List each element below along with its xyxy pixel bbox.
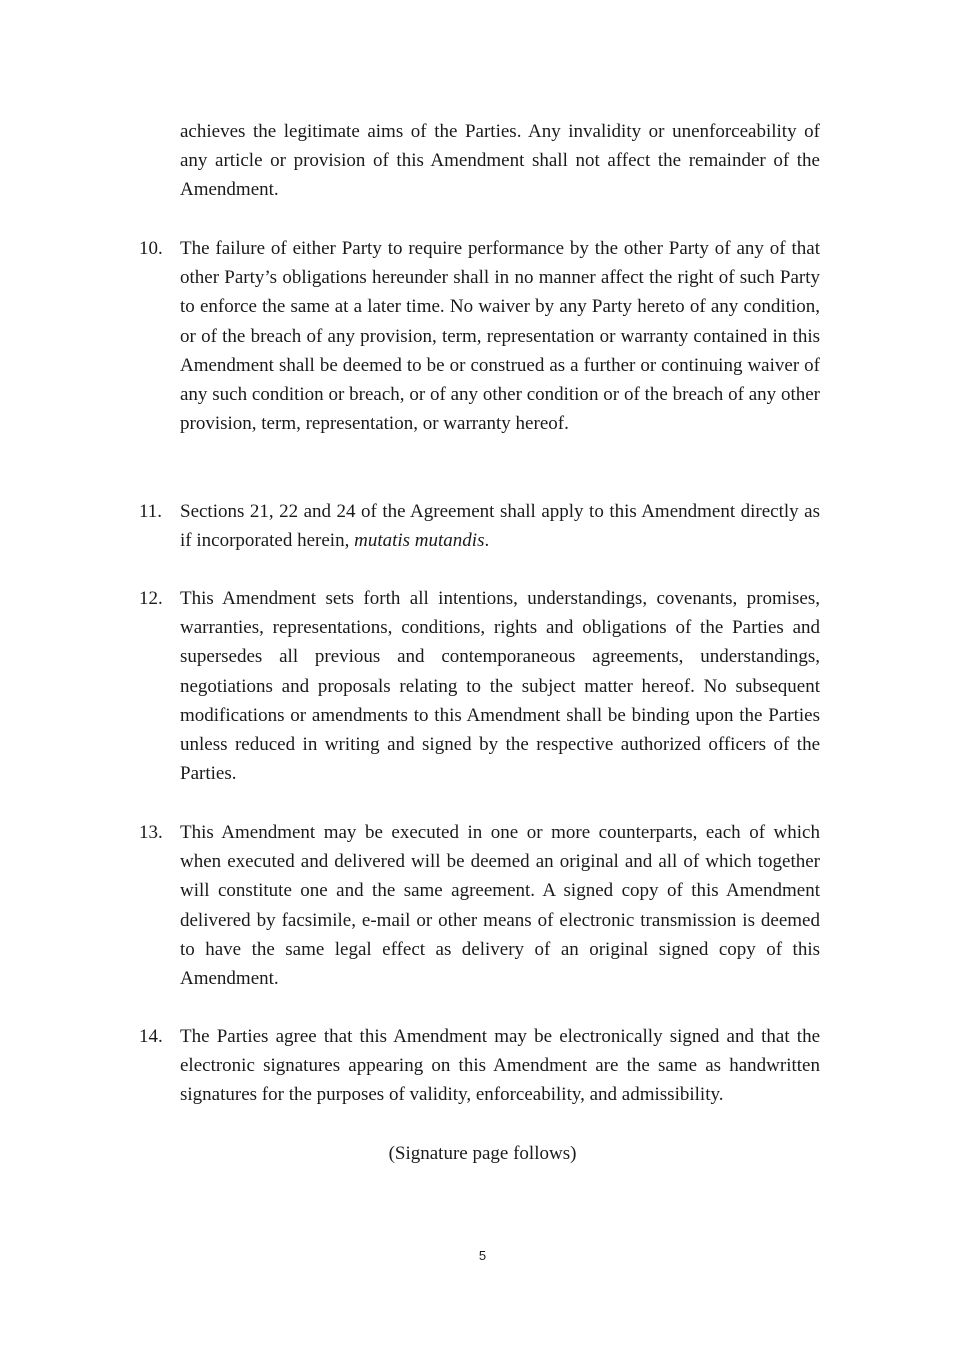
continuation-paragraph: achieves the legitimate aims of the Parties. Any invalidity or unenforceability of any article or provision of this Amendment shall not affect the remainder of the Amendment.: [180, 121, 820, 201]
clause-14-number: 14.: [139, 1026, 163, 1047]
clause-11-paragraph: [180, 497, 820, 555]
clause-11-text: Sections 21, 22 and 24 of the Agreement shall apply to this Amendment directly as if incorporated herein,: [180, 501, 820, 552]
clause-13-number: 13.: [139, 822, 163, 843]
clause-14-text: The Parties agree that this Amendment may be electronically signed and that the electronic signatures appearing on this Amendment are the same as handwritten signatures for the purposes of validity, enforceability, and admissibility.: [180, 1026, 820, 1106]
clause-11-number: 11.: [139, 501, 163, 522]
clause-13-text: This Amendment may be executed in one or more counterparts, each of which when executed and delivered will be deemed an original and all of which together will constitute one and the same agreement. A signed copy of this Amendment delivered by facsimile, e-mail or other means of electronic transmission is deemed to have the same legal effect as delivery of an original signed copy of this Amendment.: [180, 822, 820, 990]
clause-11-italic-text: mutatis mutandis: [354, 530, 485, 552]
clause-12-text: This Amendment sets forth all intentions, understandings, covenants, promises, warranties, representations, conditions, rights and obligations of the Parties and supersedes all previous and contemporaneous agreements, understandings, negotiations and proposals relating to the subject matter hereof. No subsequent modifications or amendments to this Amendment shall be binding upon the Parties unless reduced in writing and signed by the respective authorized officers of the Parties.: [180, 588, 820, 785]
signature-note: (Signature page follows): [388, 1143, 577, 1164]
clause-10-text: The failure of either Party to require performance by the other Party of any of that other Party’s obligations hereunder shall in no manner affect the right of such Party to enforce the same at a later time. No waiver by any Party hereto of any condition, or of the breach of any provision, term, representation or warranty contained in this Amendment shall be deemed to be or construed as a further or continuing waiver of any such condition or breach, or of any other condition or of the breach of any other provision, term, representation, or warranty hereof.: [180, 238, 820, 435]
clause-11-end-text: .: [484, 530, 490, 552]
clause-12-number: 12.: [139, 588, 163, 609]
page-number: 5: [478, 1248, 487, 1263]
clause-10-number: 10.: [139, 238, 163, 259]
